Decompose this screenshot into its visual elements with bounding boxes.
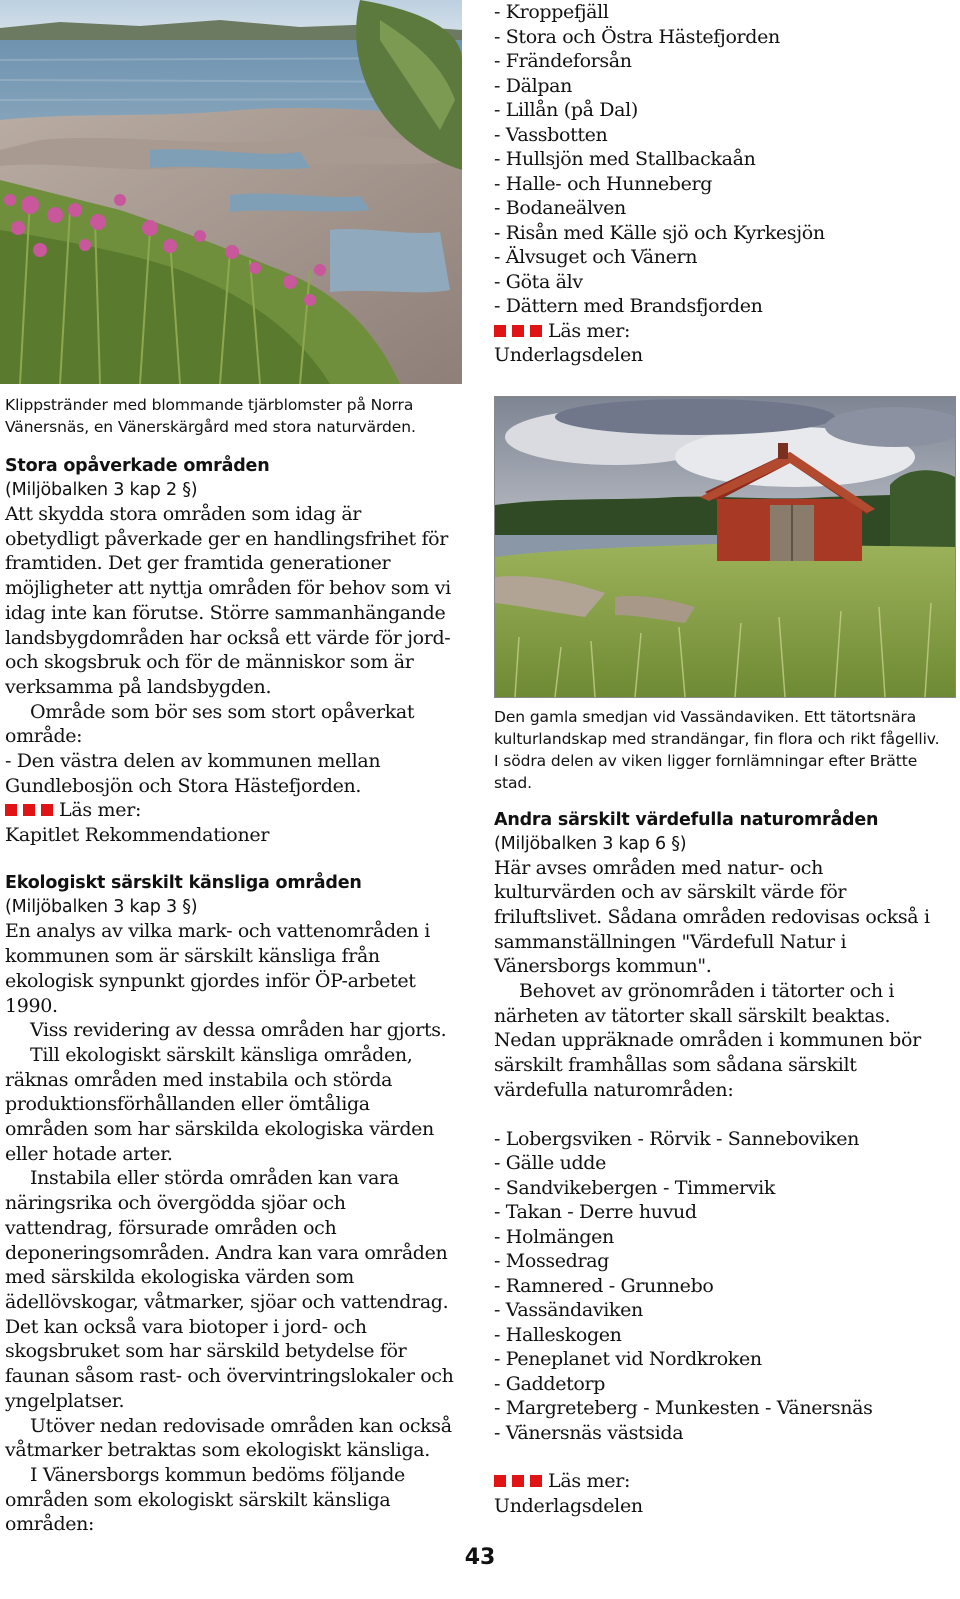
law-reference: (Miljöbalken 3 kap 6 §) bbox=[494, 833, 687, 854]
paragraph: Att skydda stora områden som idag är obetydligt påverkade ger en handlingsfrihet för framtiden. Det ger framtida generationer möjligheter att nyttja områden för behov som vi idag inte kan förutse. Större sammanhängande landsbygdområden har också ett värde för jord- och skogsbruk och för de människor som är verksamma på landsbygden. bbox=[5, 503, 451, 698]
right-column bbox=[494, 0, 960, 1518]
list-item: - Gaddetorp bbox=[494, 1372, 606, 1395]
red-squares-icon bbox=[5, 798, 59, 823]
list-item: - Halle- och Hunneberg bbox=[494, 172, 713, 195]
red-square-icon bbox=[494, 325, 506, 337]
list-item: - Göta älv bbox=[494, 270, 583, 293]
paragraph: - Den västra delen av kommunen mellan Gundlebosjön och Stora Hästefjorden. bbox=[5, 750, 381, 797]
read-more-link[interactable]: Kapitlet Rekommendationer bbox=[5, 823, 270, 846]
read-more bbox=[494, 1469, 960, 1518]
read-more-label: Läs mer: bbox=[548, 1470, 631, 1493]
list-item: - Lobergsviken - Rörvik - Sanneboviken bbox=[494, 1127, 860, 1150]
photo-caption: Den gamla smedjan vid Vassändaviken. Ett tätortsnära kulturlandskap med strandängar, fin flora och rikt fågelliv. I södra delen av viken ligger fornlämningar efter Brätte stad. bbox=[494, 707, 940, 792]
section-heading: Ekologiskt särskilt känsliga områden bbox=[5, 873, 362, 894]
page-number: 43 bbox=[464, 1545, 496, 1570]
red-square-icon bbox=[512, 1475, 524, 1487]
red-square-icon bbox=[5, 804, 17, 816]
read-more-label: Läs mer: bbox=[548, 319, 631, 342]
read-more bbox=[5, 798, 465, 847]
paragraph: Här avses områden med natur- och kulturvärden och av särskilt värde för friluftslivet. Sådana områden redovisas också i sammanställningen "Värdefull Natur i Vänersborgs kommun". bbox=[494, 856, 930, 978]
section-body bbox=[5, 919, 457, 1537]
list-item: - Takan - Derre huvud bbox=[494, 1201, 697, 1224]
list-item: - Peneplanet vid Nordkroken bbox=[494, 1348, 762, 1371]
list-item: - Vänersnäs västsida bbox=[494, 1421, 684, 1444]
section-body bbox=[5, 502, 457, 798]
list-item: - Sandvikebergen - Timmervik bbox=[494, 1176, 776, 1199]
photo-caption: Klippstränder med blommande tjärblomster på Norra Vänersnäs, en Vänerskärgård med stora naturvärden. bbox=[5, 396, 416, 436]
list-item: - Risån med Källe sjö och Kyrkesjön bbox=[494, 221, 825, 244]
red-square-icon bbox=[512, 325, 524, 337]
list-item: - Lillån (på Dal) bbox=[494, 99, 638, 121]
paragraph: En analys av vilka mark- och vattenområden i kommunen som är särskilt känsliga från ekologisk synpunkt gjordes inför ÖP-arbetet 1990. bbox=[5, 920, 430, 1017]
list-item: - Frändeforsån bbox=[494, 50, 632, 72]
paragraph: Utöver nedan redovisade områden kan också våtmarker betraktas som ekologiskt känsliga. bbox=[5, 1414, 452, 1462]
paragraph: Till ekologiskt särskilt känsliga områden, räknas områden med instabila och störda produktionsförhållanden eller ömtåliga områden som har särskilda ekologiska värden eller hotade arter. bbox=[5, 1043, 434, 1165]
paragraph: Instabila eller störda områden kan vara näringsrika och övergödda sjöar och vattendrag, försurade områden och deponeringsområden. Andra kan vara områden med särskilda ekologiska värden som ädellövskogar, våtmarker, sjöar och vattendrag. Det kan också vara biotoper i jord- och skogsbruket som har särskild betydelse för faunan såsom rast- och övervintringslokaler och yngelplatser. bbox=[5, 1167, 454, 1412]
list-item: - Holmängen bbox=[494, 1225, 614, 1248]
paragraph: Område som bör ses som stort opåverkat område: bbox=[5, 700, 415, 748]
red-squares-icon bbox=[494, 1469, 548, 1494]
red-squares-icon bbox=[494, 319, 548, 344]
paragraph: Viss revidering av dessa områden har gjorts. bbox=[30, 1019, 447, 1042]
list-item: - Ramnered - Grunnebo bbox=[494, 1274, 714, 1297]
list-item: - Vassändaviken bbox=[494, 1299, 643, 1322]
list-item: - Dättern med Brandsfjorden bbox=[494, 295, 763, 317]
law-reference: (Miljöbalken 3 kap 3 §) bbox=[5, 897, 198, 918]
list-item: - Hullsjön med Stallbackaån bbox=[494, 148, 756, 170]
list-item: - Margreteberg - Munkesten - Vänersnäs bbox=[494, 1397, 873, 1420]
paragraph: Nedan uppräknade områden i kommunen bör särskilt framhållas som sådana särskilt värdefulla naturområden: bbox=[494, 1029, 921, 1101]
section-heading: Stora opåverkade områden bbox=[5, 456, 270, 476]
list-item: - Gälle udde bbox=[494, 1152, 607, 1175]
list-item: - Halleskogen bbox=[494, 1323, 622, 1346]
paragraph: I Vänersborgs kommun bedöms följande områden som ekologiskt särskilt känsliga områden: bbox=[5, 1463, 405, 1536]
list-item: - Mossedrag bbox=[494, 1250, 609, 1273]
list-item: - Vassbotten bbox=[494, 123, 608, 146]
area-list bbox=[494, 1127, 960, 1446]
list-item: - Älvsuget och Vänern bbox=[494, 246, 698, 268]
photo-rocky-shore-image bbox=[0, 0, 462, 384]
read-more-link[interactable]: Underlagsdelen bbox=[494, 1494, 643, 1517]
red-square-icon bbox=[41, 804, 53, 816]
red-square-icon bbox=[494, 1475, 506, 1487]
law-reference: (Miljöbalken 3 kap 2 §) bbox=[5, 480, 198, 500]
list-item: - Dälpan bbox=[494, 74, 573, 97]
list-item: - Bodaneälven bbox=[494, 197, 626, 219]
red-square-icon bbox=[23, 804, 35, 816]
read-more bbox=[494, 319, 960, 368]
read-more-link[interactable]: Underlagsdelen bbox=[494, 344, 643, 366]
section-heading: Andra särskilt värdefulla naturområden bbox=[494, 809, 879, 830]
read-more-label: Läs mer: bbox=[59, 799, 142, 822]
left-column bbox=[5, 0, 465, 1537]
area-list bbox=[494, 0, 960, 319]
list-item: - Stora och Östra Hästefjorden bbox=[494, 25, 780, 48]
photo-red-smithy-image bbox=[495, 397, 955, 697]
paragraph: Behovet av grönområden i tätorter och i närheten av tätorter skall särskilt beaktas. bbox=[494, 980, 895, 1027]
list-item: - Kroppefjäll bbox=[494, 1, 609, 23]
photo-red-smithy bbox=[494, 396, 956, 698]
photo-rocky-shore bbox=[0, 0, 462, 384]
red-square-icon bbox=[530, 1475, 542, 1487]
section-body bbox=[494, 856, 950, 1103]
red-square-icon bbox=[530, 325, 542, 337]
